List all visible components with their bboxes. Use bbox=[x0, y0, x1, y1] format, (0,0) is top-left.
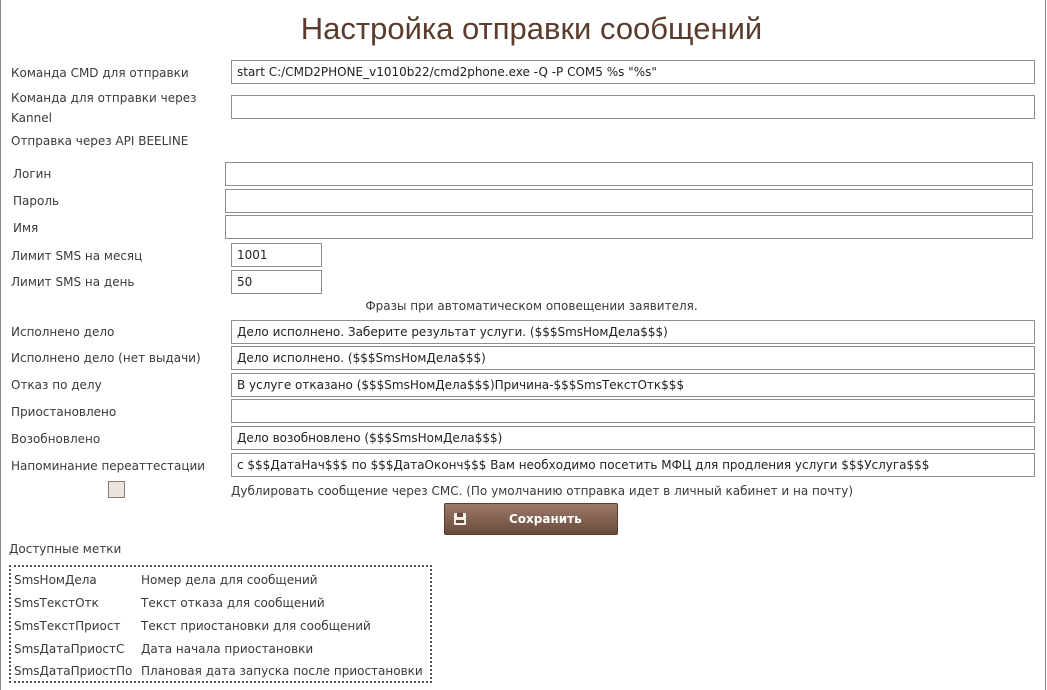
password-input[interactable] bbox=[225, 189, 1033, 213]
name-label: Имя bbox=[13, 221, 39, 235]
save-button[interactable] bbox=[444, 503, 618, 535]
phrase-label: Исполнено дело bbox=[11, 325, 115, 339]
kannel-label-line1: Команда для отправки через bbox=[11, 91, 197, 105]
day-limit-input[interactable]: 50 bbox=[231, 270, 322, 294]
kannel-input[interactable] bbox=[231, 95, 1035, 119]
tag-description: Номер дела для сообщений bbox=[141, 573, 318, 587]
login-label: Логин bbox=[13, 167, 52, 181]
phrase-label: Приостановлено bbox=[11, 405, 117, 419]
phrase-label: Отказ по делу bbox=[11, 378, 102, 392]
name-input[interactable] bbox=[225, 215, 1033, 239]
phrase-label: Напоминание переаттестации bbox=[11, 459, 206, 473]
tag-name: SmsНомДела bbox=[14, 573, 97, 587]
phrase-input-resumed[interactable]: Дело возобновлено ($$$SmsНомДела$$$) bbox=[231, 426, 1035, 450]
month-limit-input[interactable]: 1001 bbox=[231, 243, 322, 267]
login-input[interactable] bbox=[225, 162, 1033, 186]
tag-description: Плановая дата запуска после приостановки bbox=[141, 664, 423, 678]
phrase-label: Исполнено дело (нет выдачи) bbox=[11, 351, 201, 365]
phrase-input-reattestation[interactable]: с $$$ДатаНач$$$ по $$$ДатаОконч$$$ Вам необходимо посетить МФЦ для продления услуги $$$Услуга$$$ bbox=[231, 453, 1035, 477]
phrases-heading: Фразы при автоматическом оповещении заявителя. bbox=[365, 299, 698, 313]
cmd-input[interactable]: start C:/CMD2PHONE_v1010b22/cmd2phone.exe -Q -P COM5 %s "%s" bbox=[231, 60, 1035, 84]
phrase-label: Возобновлено bbox=[11, 432, 101, 446]
tag-description: Текст отказа для сообщений bbox=[141, 596, 325, 610]
tag-name: SmsДатаПриостПо bbox=[14, 664, 133, 678]
tag-name: SmsТекстПриост bbox=[14, 619, 121, 633]
tags-list bbox=[9, 565, 432, 683]
phrase-input-done[interactable]: Дело исполнено. Заберите результат услуги. ($$$SmsНомДела$$$) bbox=[231, 320, 1035, 344]
tag-name: SmsТекстОтк bbox=[14, 596, 99, 610]
tag-name: SmsДатаПриостС bbox=[14, 642, 125, 656]
duplicate-sms-checkbox[interactable] bbox=[108, 481, 125, 498]
day-limit-label: Лимит SMS на день bbox=[11, 275, 135, 289]
tags-heading: Доступные метки bbox=[9, 542, 122, 556]
phrase-input-done-no-issue[interactable]: Дело исполнено. ($$$SmsНомДела$$$) bbox=[231, 346, 1035, 370]
tag-description: Текст приостановки для сообщений bbox=[141, 619, 371, 633]
page-title: Настройка отправки сообщений bbox=[300, 11, 763, 46]
duplicate-sms-label: Дублировать сообщение через СМС. (По умолчанию отправка идет в личный кабинет и на почту) bbox=[231, 484, 854, 498]
floppy-disk-icon bbox=[454, 513, 466, 525]
tag-description: Дата начала приостановки bbox=[141, 642, 314, 656]
save-button-label: Сохранить bbox=[509, 512, 582, 526]
phrase-input-suspended[interactable] bbox=[231, 399, 1035, 423]
phrase-input-refusal[interactable]: В услуге отказано ($$$SmsНомДела$$$)Причина-$$$SmsТекстОтк$$$ bbox=[231, 373, 1035, 397]
cmd-label: Команда CMD для отправки bbox=[11, 66, 189, 80]
beeline-heading: Отправка через API BEELINE bbox=[11, 134, 189, 148]
kannel-label-line2: Kannel bbox=[11, 111, 52, 125]
month-limit-label: Лимит SMS на месяц bbox=[11, 249, 143, 263]
password-label: Пароль bbox=[13, 194, 60, 208]
